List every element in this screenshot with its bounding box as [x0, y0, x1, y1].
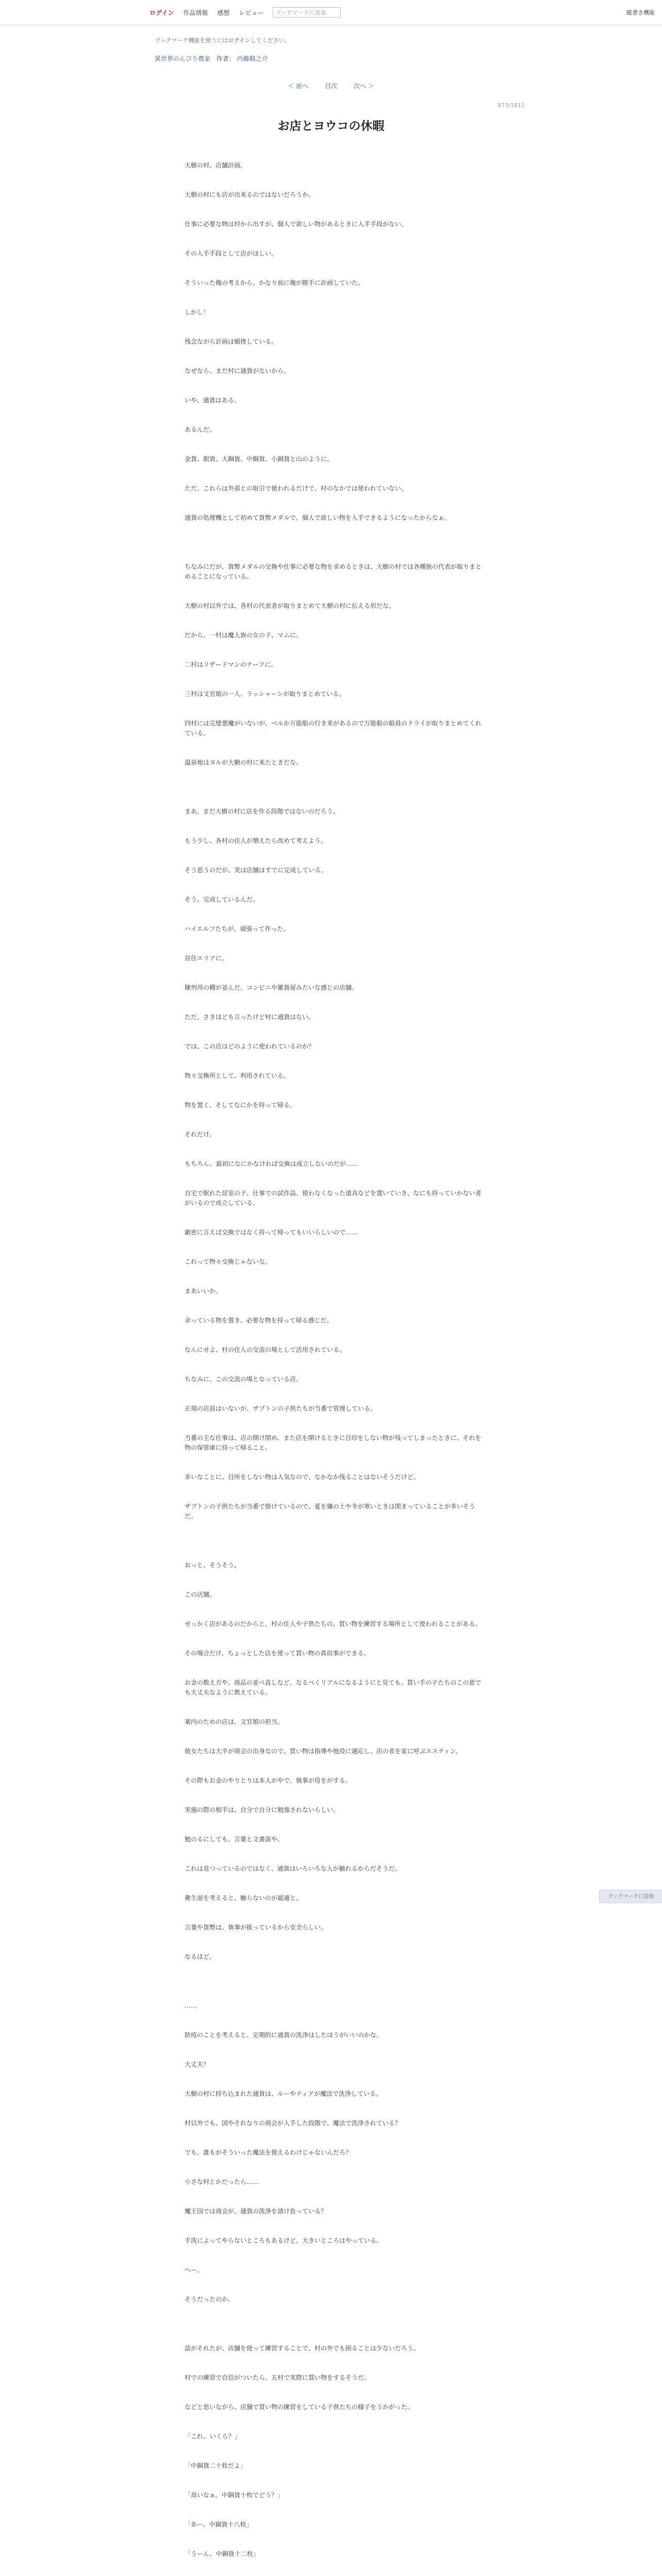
paragraph: 「うーん、中銅貨十二枚」 [185, 2550, 259, 2557]
paragraph: 「あー、中銅貨十八枚」 [185, 2521, 253, 2528]
paragraph: 実施の際の相手は、自分で自分に勉強されないらしい。 [185, 1806, 340, 1814]
paragraph: 三村は文官娘の一人、ラッシャーシが取りまとめている。 [185, 690, 345, 698]
paragraph: 手洗によってやらないところもあるけど、大きいところはやっている。 [185, 2237, 383, 2244]
paragraph: 通貨の処理機として初めて貨幣メダルで、個人で欲しい物を入手できるようになったからなぁ。 [185, 514, 451, 521]
login-notice [155, 36, 290, 44]
paragraph: 物を置く、そしてなにかを持って帰る。 [185, 1101, 296, 1109]
paragraph: 「中銅貨二十枚だよ」 [185, 2462, 247, 2469]
paragraph: 大丈夫？ [185, 2061, 210, 2068]
author-link[interactable]: 内藤騎之介 [237, 55, 268, 62]
paragraph: 大樹の村以外では、各村の代表者が取りまとめて大樹の村に伝える形だな。 [185, 602, 395, 609]
paragraph: そう、完成しているんだ。 [185, 896, 259, 903]
notice-text-after: してください。 [250, 37, 290, 44]
paragraph: 案内のための店は、文官娘の担当。 [185, 1718, 284, 1725]
review-link[interactable]: レビュー [239, 9, 264, 16]
paragraph: 大樹の村に持ち込まれた通貨は、ルーやティアが魔法で洗浄している。 [185, 2090, 383, 2097]
paragraph: なぜなら、まだ村に通貨がないから。 [185, 367, 290, 375]
paragraph: 四村には完璧悪魔がいないが、ベルか万能船の行き来があるので万能船の船員のドライが取りまとめてくれている。 [185, 720, 482, 737]
paragraph-spacer [185, 2324, 487, 2344]
chapter-title: お店とヨウコの休暇 [277, 120, 385, 133]
paragraph: その場合だけ、ちょっとした店を使って買い物の真似事ができる。 [185, 1650, 370, 1657]
paragraph: せっかく店があるのだからと、村の住人や子供たちの、買い物を練習する場所として使われることがある。 [185, 1620, 482, 1628]
top-bar [0, 0, 662, 25]
paragraph: 正規の店員はいないが、ザブトンの子供たちが当番で管理している。 [185, 1405, 377, 1412]
paragraph: 魔王国では商会が、通貨の洗浄を請け負っている？ [185, 2208, 327, 2215]
paragraph: ザブトンの子供たちが当番で掛けているので、夏を嫌の土や冬が寒いときは閉まっていることが多いそうだ。 [185, 1503, 475, 1520]
paragraph: 小さな村とかだったら…… [185, 2178, 259, 2185]
paragraph: おっと、そうそう。 [185, 1562, 241, 1569]
series-title-link[interactable]: 異世界のんびり農家 [155, 55, 211, 62]
paragraph: 残念ながら計画は頓挫している。 [185, 338, 278, 345]
paragraph: などと思いながら、店舗で買い物の練習をしている子供たちの様子をうかがった。 [185, 2403, 414, 2411]
chapter-number: 873/1611 [498, 102, 525, 109]
paragraph: 勉のるにしても、言葉と文書説や。 [185, 1836, 284, 1843]
paragraph: 当番の主な仕事は、店の開け閉め、また店を開けるときに目印をしない物が残ってしまったときに、それを物の保管庫に持って帰ること。 [185, 1434, 482, 1451]
paragraph: 物々交換所として、利用されている。 [185, 1072, 290, 1079]
paragraph: ハイエルフたちが、頑張って作った。 [185, 925, 290, 933]
paragraph: ただ、さきほども言ったけど村に通貨はない。 [185, 1013, 315, 1021]
side-bookmark-button[interactable]: ブックマークに追加 [599, 1890, 662, 1903]
paragraph: なるほど。 [185, 1953, 216, 1960]
paragraph: まあ、まだ大樹の村に店を作る段階ではないのだろう。 [185, 808, 339, 815]
paragraph: へー。 [185, 2266, 203, 2274]
paragraph: その入手手段として店がほしい。 [185, 250, 278, 257]
paragraph: 村での練習で自信がついたら、五村で実際に買い物をするそうだ。 [185, 2374, 371, 2381]
paragraph: それだけ。 [185, 1131, 216, 1138]
paragraph: あるんだ。 [185, 426, 216, 433]
works-info-link[interactable]: 作品情報 [183, 9, 208, 16]
paragraph: 村以外でも、国やそれなりの商会が入手した段階で、魔法で洗浄されている？ [185, 2120, 401, 2127]
paragraph: その際もお金のやりとりは本人がやで、執事が役をがする。 [185, 1777, 352, 1784]
login-link[interactable]: ログイン [150, 9, 174, 16]
paragraph: 余っている物を置き、必要な物を持って帰る感じだ。 [185, 1317, 333, 1324]
paragraph: …… [185, 2002, 197, 2009]
paragraph: しかし！ [185, 309, 210, 316]
paragraph: なんにせよ、村の住人の交流の場として活用されている。 [185, 1346, 346, 1353]
paragraph: 自宅で眠れた居室の子、仕事での試作品、使わなくなった道具などを置いていき、なにも持っていかない者がいるので成立している。 [185, 1190, 482, 1207]
paragraph: 仕事に必要な物は村から出すが、個人で欲しい物があるときに入手手段がない。 [185, 221, 408, 228]
paragraph: 大樹の村、店舗計画。 [185, 162, 247, 169]
notice-login-link[interactable]: ログイン [228, 37, 251, 44]
vertical-writing-toggle[interactable]: 縦書き機能 [626, 9, 655, 16]
paragraph: もう少し、各村の住人が増えたら改めて考えよう。 [185, 837, 327, 844]
paragraph: 「これ、いくら？」 [185, 2433, 241, 2440]
paragraph-spacer [185, 543, 487, 562]
breadcrumb [155, 54, 268, 63]
paragraph: ちなみにだが、貨幣メダルの交換や仕事に必要な物を求めるときは、大樹の村では各種族の代表が取りまとめることになっている。 [185, 563, 482, 580]
paragraph: そういった俺の考えから、かなり前に俺が勝手に計画していた。 [185, 279, 365, 286]
paragraph: 居住エリアに。 [185, 955, 228, 962]
paragraph: 「高いなぁ。中銅貨十枚でどう？」 [185, 2492, 284, 2499]
paragraph: この店舗。 [185, 1591, 216, 1598]
paragraph: 言葉や貨幣は、執事が扱っているから安全らしい。 [185, 1924, 327, 1931]
paragraph: 厳密に言えば交換ではなく持って帰ってもいいらしいので…… [185, 1229, 358, 1236]
top-nav [150, 7, 341, 18]
paragraph-spacer [185, 1541, 487, 1561]
paragraph-spacer [185, 787, 487, 807]
paragraph: 衛生面を考えると、触らないのが最適と。 [185, 1894, 303, 1902]
paragraph: では、この店はどのように使われているのか？ [185, 1043, 315, 1050]
paragraph: これは見つっているのではなく、通貨はいろいろな人が触れるからだそうだ。 [185, 1865, 401, 1872]
paragraph: いや、通貨はある。 [185, 397, 240, 404]
paragraph: 二村はリザードマンのナーフに。 [185, 661, 277, 668]
prev-chapter-link[interactable]: ＜ 前へ [288, 82, 309, 90]
paragraph: まあいいか。 [185, 1287, 222, 1295]
bookmark-add-button[interactable]: ブックマークに追加 [273, 7, 341, 18]
chapter-body [185, 161, 487, 2576]
paragraph: 彼女たちは大半が商会の出身なので、買い物は指導や他役に適応し、店の者を家に呼ぶエスティン。 [185, 1748, 462, 1755]
paragraph: 温泉地はヨルが大樹の村に来たときだな。 [185, 759, 303, 766]
paragraph: そうだったのか。 [185, 2296, 235, 2303]
toc-link[interactable]: 目次 [324, 82, 337, 90]
author-label: 作者： [216, 55, 235, 62]
paragraph: ただ、これらは外部との取引で使われるだけで、村のなかでは使われていない。 [185, 485, 407, 492]
paragraph: でも、誰もがそういった魔法を使えるわけじゃないんだろ？ [185, 2149, 352, 2156]
paragraph: 金貨、銀貨、大銅貨、中銅貨、小銅貨と山のように。 [185, 455, 334, 463]
paragraph: 多いなことに、目所をしない物は人気なので、なかなか残ることはないそうだけど。 [185, 1473, 420, 1481]
paragraph: だから、一村は魔人族の女の子、マムに。 [185, 632, 303, 639]
paragraph: ちなみに、この交流の場となっている店。 [185, 1376, 303, 1383]
paragraph: これって物々交換じゃないな。 [185, 1258, 272, 1265]
paragraph: もちろん、最初になにかなければ交換は成立しないのだが…… [185, 1160, 358, 1167]
paragraph: お金の数え方や、商品の並べ直しなど、なるべくリアルになるようにと見ても、買い手の子たちのこの意でも大丈夫なように教えている。 [185, 1679, 482, 1696]
notice-text-before: ブックマーク機能を使うには [155, 37, 228, 44]
next-chapter-link[interactable]: 次へ ＞ [353, 82, 374, 90]
paragraph: 大樹の村にも店が出来るのではないだろうか。 [185, 191, 315, 198]
paragraph: 防疫のことを考えると、定期的に通貨の洗浄はしたほうがいいのかな。 [185, 2031, 383, 2039]
impressions-link[interactable]: 感想 [217, 9, 230, 16]
paragraph-spacer [185, 1981, 487, 2001]
paragraph: 話がそれたが、店舗を使って練習することで、村の外でも困ることは少ないだろう。 [185, 2345, 420, 2352]
chapter-pager [0, 81, 662, 90]
paragraph: 陳列用の棚が並んだ、コンビニや雑貨屋みたいな感じの店舗。 [185, 984, 358, 991]
paragraph: そう思うのだが、実は店舗はすでに完成している。 [185, 867, 327, 874]
